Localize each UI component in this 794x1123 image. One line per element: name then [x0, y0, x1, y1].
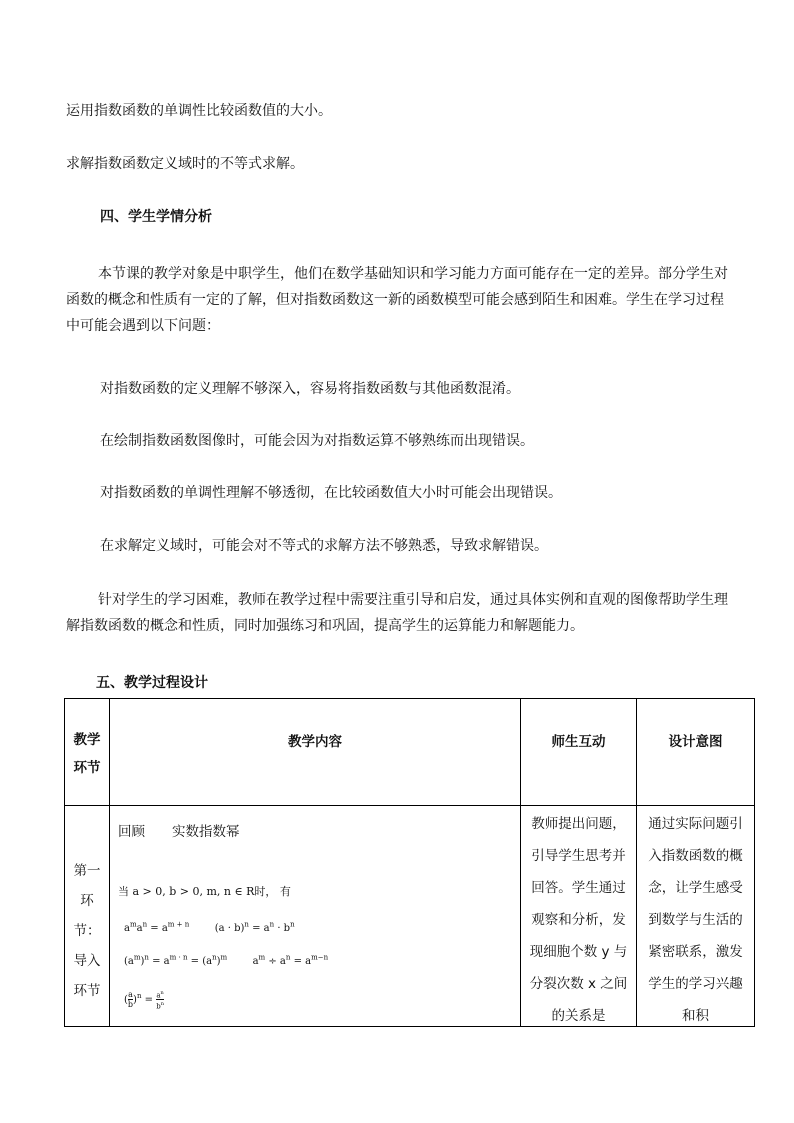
table-header-row — [65, 699, 755, 806]
content-review: 回顾 实数指数幂 — [118, 824, 240, 840]
section-heading-5: 五、教学过程设计 — [96, 675, 208, 691]
header-intent: 设计意图 — [668, 734, 723, 750]
intent-cell: 通过实际问题引入指数函数的概念，让学生感受到数学与生活的紧密联系，激发学生的学习兴趣和积 — [648, 816, 743, 1024]
lesson-process-table — [64, 698, 755, 1027]
paragraph-1: 运用指数函数的单调性比较函数值的大小。 — [66, 103, 332, 119]
paragraph-7: 在求解定义域时，可能会对不等式的求解方法不够熟悉，导致求解错误。 — [100, 538, 548, 554]
header-stage: 教学环节 — [73, 732, 101, 776]
header-content: 教学内容 — [288, 734, 342, 750]
paragraph-6: 对指数函数的单调性理解不够透彻，在比较函数值大小时可能会出现错误。 — [100, 485, 562, 501]
header-interaction: 师生互动 — [551, 734, 606, 750]
stage-cell: 第一环节：导入环节 — [73, 863, 101, 999]
interaction-cell: 教师提出问题，引导学生思考并回答。学生通过观察和分析，发现细胞个数 y 与分裂次数 x 之间的关系是 — [529, 816, 628, 1024]
table-row — [65, 806, 755, 1027]
paragraph-3: 本节课的教学对象是中职学生，他们在数学基础知识和学习能力方面可能存在一定的差异。部分学生对函数的概念和性质有一定的了解，但对指数函数这一新的函数模型可能会感到陌生和困难。学生在学习过程中可能会遇到以下问题： — [66, 266, 728, 334]
content-condition: 当 a > 0, b > 0, m, n ∈ R时， 有 — [118, 885, 291, 898]
formula-line-3: ( $\frac{a}{b}$ )$^n$ = $\frac{a^n}{b^n}$ — [124, 990, 164, 1011]
paragraph-5: 在绘制指数函数图像时，可能会因为对指数运算不够熟练而出现错误。 — [100, 433, 534, 449]
formula-line-2: $(a^m)^n = a^{m \cdot n} = (a^n)^m$ $a^m \div a^n = a^{m-n}$ — [124, 953, 329, 967]
paragraph-4: 对指数函数的定义理解不够深入，容易将指数函数与其他函数混淆。 — [100, 381, 520, 397]
formula-line-1: $a^ma^n = a^{m + n}$ $(a \cdot b)^n = a^n \cdot b^n$ — [124, 920, 295, 934]
section-heading-4: 四、学生学情分析 — [100, 209, 212, 225]
paragraph-8: 针对学生的学习困难，教师在教学过程中需要注重引导和启发，通过具体实例和直观的图像帮助学生理解指数函数的概念和性质，同时加强练习和巩固，提高学生的运算能力和解题能力。 — [66, 592, 728, 634]
paragraph-2: 求解指数函数定义域时的不等式求解。 — [66, 156, 304, 172]
